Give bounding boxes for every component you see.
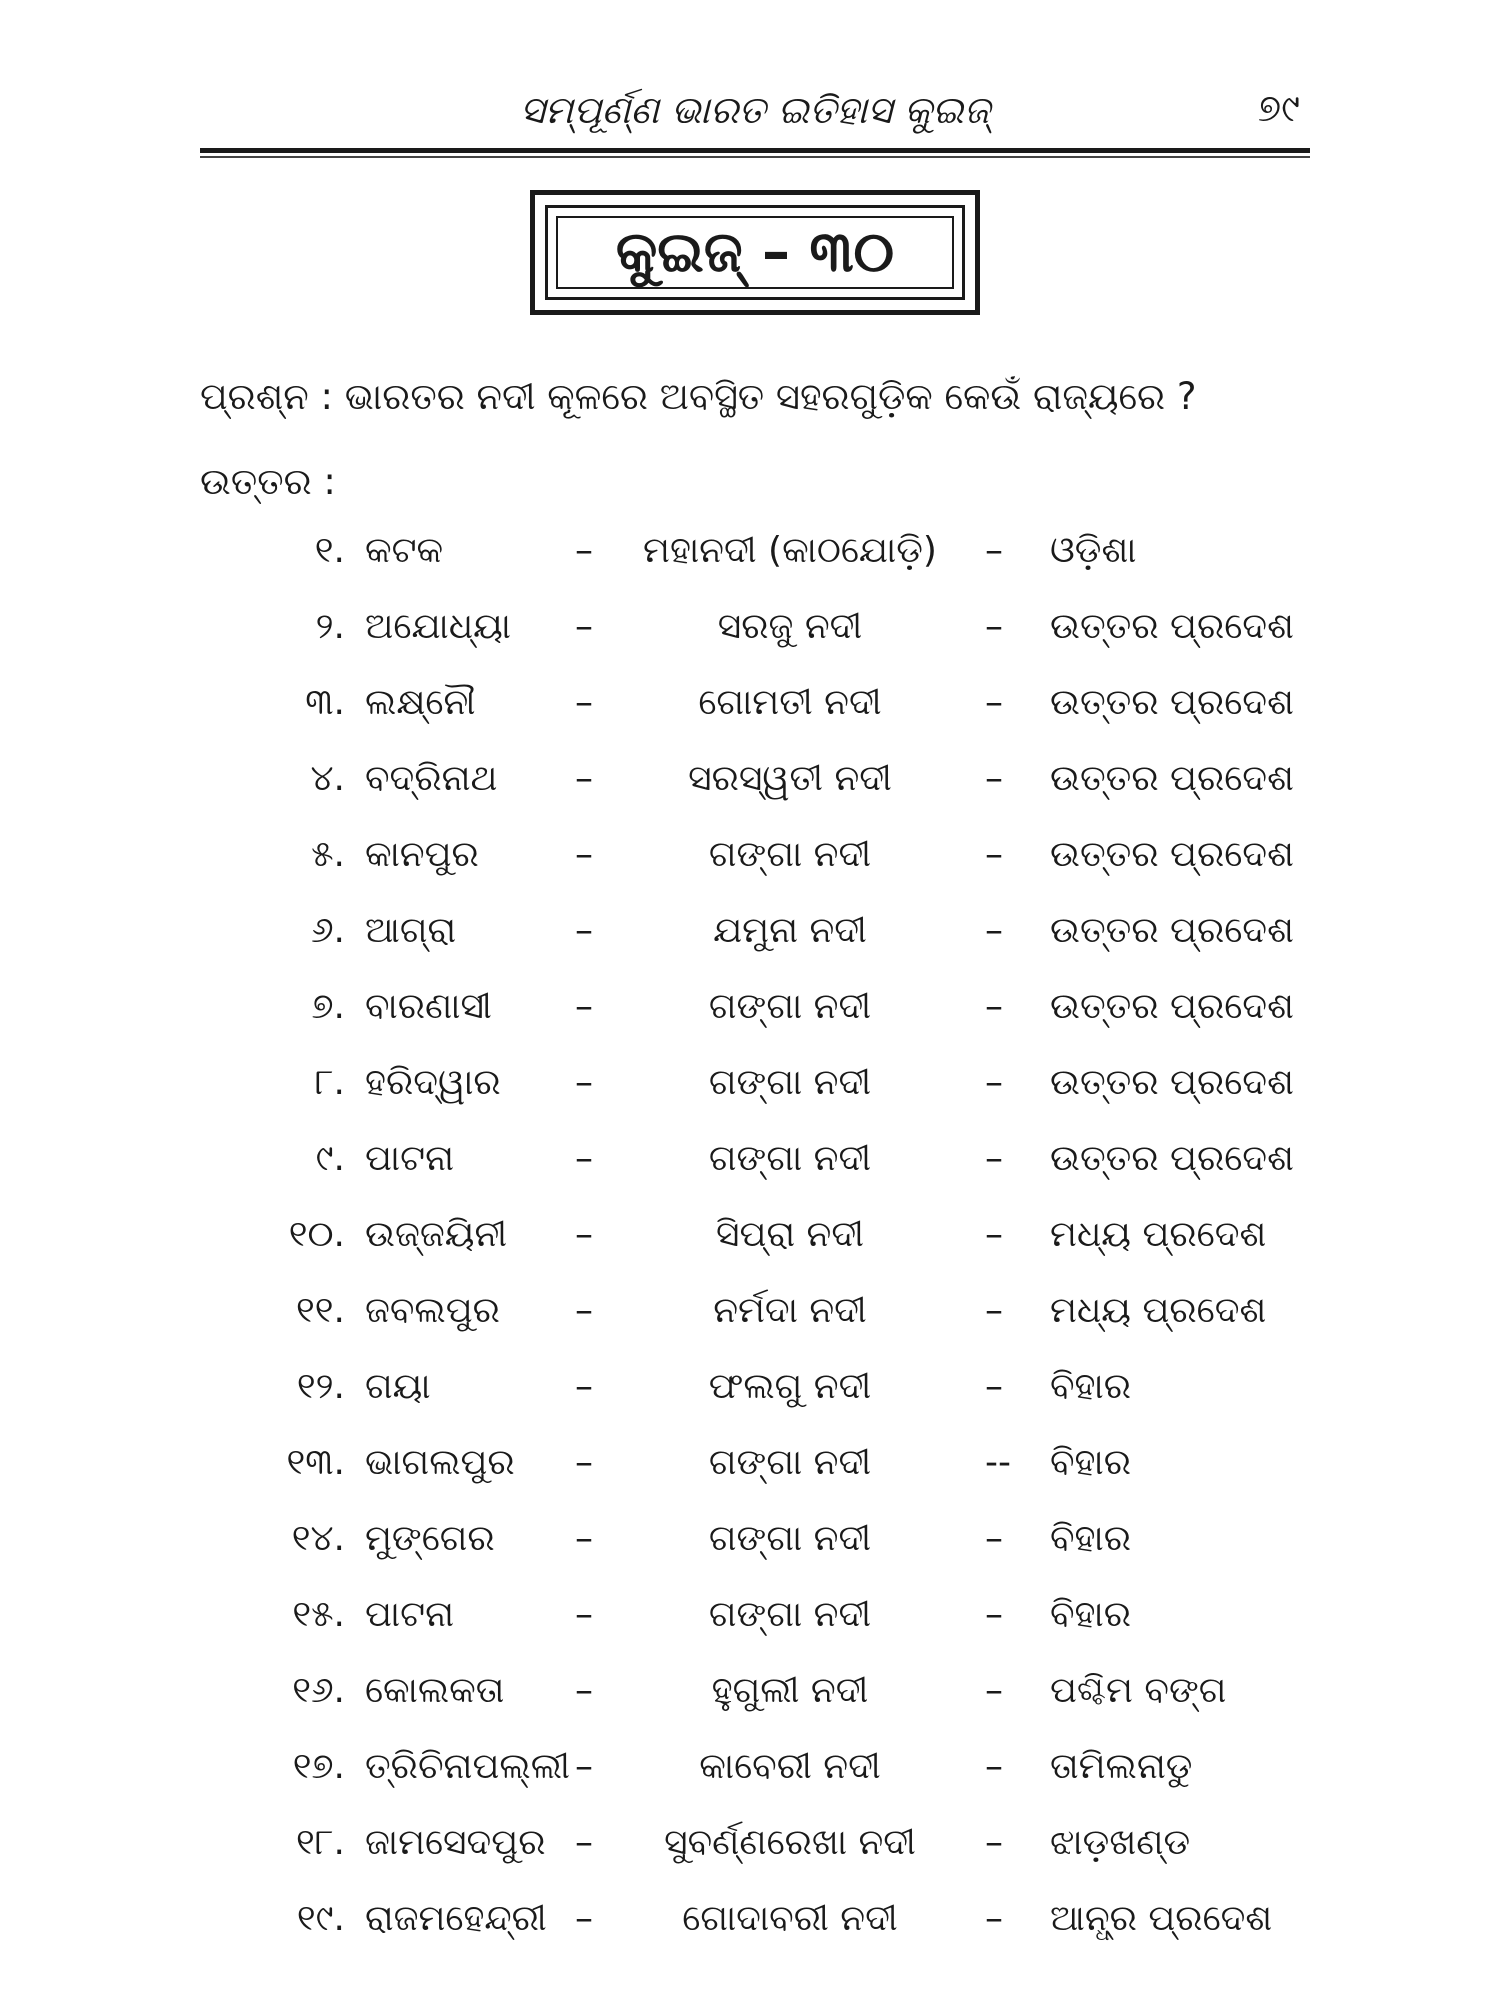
- state-name: ତାମିଲନାଡୁ: [1050, 1746, 1193, 1787]
- answer-number: ୧୦.: [288, 1214, 345, 1255]
- river-name: ଗଙ୍ଗା ନଦୀ: [708, 834, 872, 875]
- answer-row: [0, 1138, 1500, 1198]
- river-name: ଗଙ୍ଗା ନଦୀ: [708, 1518, 872, 1559]
- state-name: ଉତ୍ତର ପ୍ରଦେଶ: [1050, 682, 1294, 723]
- separator-dash: –: [575, 1062, 593, 1103]
- quiz-title-frame: [530, 190, 980, 315]
- answer-number: ୨.: [315, 606, 345, 647]
- separator-dash: –: [575, 1898, 593, 1939]
- separator-dash: –: [985, 1822, 1003, 1863]
- answer-number: ୬.: [310, 910, 345, 951]
- city-name: ବାରଣାସୀ: [365, 986, 492, 1027]
- book-title: ସମ୍ପୂର୍ଣ୍ଣ ଭାରତ ଇତିହାସ କୁଇଜ୍: [519, 88, 991, 132]
- separator-dash: –: [575, 1366, 593, 1407]
- city-name: କାନପୁର: [365, 834, 479, 875]
- river-name: ଗୋଦାବରୀ ନଦୀ: [682, 1898, 898, 1939]
- city-name: ଜାମସେଦପୁର: [365, 1822, 546, 1863]
- state-name: ମଧ୍ୟ ପ୍ରଦେଶ: [1050, 1214, 1267, 1255]
- river-name: ସୁବର୍ଣ୍ଣରେଖା ନଦୀ: [664, 1822, 916, 1863]
- separator-dash: –: [575, 758, 593, 799]
- quiz-title: କୁଇଜ୍ – ୩୦: [556, 216, 954, 289]
- separator-dash: –: [575, 1746, 593, 1787]
- state-name: ଉତ୍ତର ପ୍ରଦେଶ: [1050, 758, 1294, 799]
- river-name: ଗଙ୍ଗା ନଦୀ: [708, 1594, 872, 1635]
- city-name: ଭାଗଲପୁର: [365, 1442, 515, 1483]
- answer-row: [0, 1214, 1500, 1274]
- separator-dash: --: [985, 1442, 1011, 1483]
- separator-dash: –: [575, 1670, 593, 1711]
- answer-row: [0, 1062, 1500, 1122]
- river-name: ଗଙ୍ଗା ନଦୀ: [708, 1442, 872, 1483]
- question-text: ପ୍ରଶ୍ନ : ଭାରତର ନଦୀ କୂଳରେ ଅବସ୍ଥିତ ସହରଗୁଡ଼ିକ କେଉଁ ରାଜ୍ୟରେ ?: [200, 375, 1197, 418]
- city-name: ରାଜମହେନ୍ଦ୍ରୀ: [365, 1898, 547, 1939]
- answer-number: ୧୫.: [292, 1594, 345, 1635]
- city-name: ପାଟନା: [365, 1138, 455, 1179]
- answer-row: [0, 1822, 1500, 1882]
- separator-dash: –: [575, 1518, 593, 1559]
- answer-row: [0, 1366, 1500, 1426]
- answer-row: [0, 1290, 1500, 1350]
- answer-row: [0, 1594, 1500, 1654]
- state-name: ଆନ୍ଧ୍ର ପ୍ରଦେଶ: [1050, 1898, 1273, 1939]
- river-name: କାବେରୀ ନଦୀ: [699, 1746, 881, 1787]
- separator-dash: –: [575, 834, 593, 875]
- answer-row: [0, 910, 1500, 970]
- answer-number: ୧୬.: [292, 1670, 345, 1711]
- separator-dash: –: [575, 1822, 593, 1863]
- state-name: ଉତ୍ତର ପ୍ରଦେଶ: [1050, 834, 1294, 875]
- separator-dash: –: [985, 1898, 1003, 1939]
- state-name: ବିହାର: [1050, 1518, 1132, 1559]
- river-name: ଗଙ୍ଗା ନଦୀ: [708, 1062, 872, 1103]
- header-divider: [200, 148, 1310, 153]
- city-name: ହରିଦ୍ୱାର: [365, 1062, 501, 1103]
- river-name: ସିପ୍ରା ନଦୀ: [716, 1214, 864, 1255]
- state-name: ଓଡ଼ିଶା: [1050, 530, 1137, 571]
- answer-row: [0, 1746, 1500, 1806]
- answer-number: ୧.: [314, 530, 345, 571]
- river-name: ଫଲଗୁ ନଦୀ: [708, 1366, 872, 1407]
- river-name: ନର୍ମଦା ନଦୀ: [713, 1290, 867, 1331]
- city-name: ଗୟା: [365, 1366, 431, 1407]
- river-name: ଯମୁନା ନଦୀ: [713, 910, 867, 951]
- answer-number: ୧୭.: [292, 1746, 345, 1787]
- answer-number: ୧୧.: [296, 1290, 345, 1331]
- header-divider-secondary: [200, 156, 1310, 158]
- separator-dash: –: [985, 834, 1003, 875]
- city-name: ତ୍ରିଚିନାପଲ୍ଲୀ: [365, 1746, 570, 1787]
- separator-dash: –: [575, 606, 593, 647]
- answer-number: ୯.: [315, 1138, 345, 1179]
- answer-number: ୧୮.: [296, 1822, 345, 1863]
- answer-row: [0, 834, 1500, 894]
- separator-dash: –: [985, 606, 1003, 647]
- quiz-title-frame-inner: [545, 205, 965, 300]
- answer-row: [0, 606, 1500, 666]
- separator-dash: –: [985, 986, 1003, 1027]
- answer-number: ୩.: [305, 682, 345, 723]
- state-name: ଉତ୍ତର ପ୍ରଦେଶ: [1050, 1138, 1294, 1179]
- state-name: ଉତ୍ତର ପ୍ରଦେଶ: [1050, 986, 1294, 1027]
- river-name: ଗୋମତୀ ନଦୀ: [698, 682, 882, 723]
- answer-number: ୪.: [310, 758, 345, 799]
- city-name: ଉଜ୍ଜୟିନୀ: [365, 1214, 508, 1255]
- river-name: ମହାନଦୀ (କାଠଯୋଡ଼ି): [643, 530, 937, 571]
- separator-dash: –: [575, 1214, 593, 1255]
- state-name: ଉତ୍ତର ପ୍ରଦେଶ: [1050, 1062, 1294, 1103]
- separator-dash: –: [985, 1214, 1003, 1255]
- separator-dash: –: [575, 1594, 593, 1635]
- separator-dash: –: [985, 1594, 1003, 1635]
- city-name: ଜବଲପୁର: [365, 1290, 500, 1331]
- answer-row: [0, 1442, 1500, 1502]
- river-name: ହୁଗୁଲୀ ନଦୀ: [711, 1670, 869, 1711]
- river-name: ସରସ୍ୱତୀ ନଦୀ: [688, 758, 892, 799]
- city-name: ଆଗ୍ରା: [365, 910, 457, 951]
- separator-dash: –: [575, 682, 593, 723]
- separator-dash: –: [985, 1138, 1003, 1179]
- answer-row: [0, 682, 1500, 742]
- state-name: ଉତ୍ତର ପ୍ରଦେଶ: [1050, 910, 1294, 951]
- separator-dash: –: [985, 758, 1003, 799]
- separator-dash: –: [985, 530, 1003, 571]
- answer-number: ୧୩.: [286, 1442, 345, 1483]
- state-name: ବିହାର: [1050, 1594, 1132, 1635]
- state-name: ଉତ୍ତର ପ୍ରଦେଶ: [1050, 606, 1294, 647]
- separator-dash: –: [575, 910, 593, 951]
- answer-row: [0, 1898, 1500, 1958]
- answer-number: ୫.: [311, 834, 345, 875]
- city-name: କଟକ: [365, 530, 444, 571]
- answer-row: [0, 1518, 1500, 1578]
- river-name: ଗଙ୍ଗା ନଦୀ: [708, 986, 872, 1027]
- separator-dash: –: [575, 1442, 593, 1483]
- answer-number: ୮.: [314, 1062, 345, 1103]
- separator-dash: –: [985, 910, 1003, 951]
- answer-row: [0, 758, 1500, 818]
- page-header: [200, 80, 1310, 155]
- answer-number: ୧୨.: [296, 1366, 345, 1407]
- separator-dash: –: [985, 1062, 1003, 1103]
- separator-dash: –: [985, 1518, 1003, 1559]
- river-name: ସରଜୁ ନଦୀ: [717, 606, 863, 647]
- separator-dash: –: [575, 530, 593, 571]
- separator-dash: –: [985, 1670, 1003, 1711]
- separator-dash: –: [575, 986, 593, 1027]
- page-number: ୭୯: [1257, 86, 1300, 130]
- separator-dash: –: [575, 1290, 593, 1331]
- state-name: ଝାଡ଼ଖଣ୍ଡ: [1050, 1822, 1191, 1863]
- city-name: ବଦ୍ରିନାଥ: [365, 758, 498, 799]
- separator-dash: –: [985, 682, 1003, 723]
- state-name: ବିହାର: [1050, 1366, 1132, 1407]
- state-name: ପଶ୍ଚିମ ବଙ୍ଗ: [1050, 1670, 1227, 1711]
- city-name: ଲକ୍ଷ୍ନୌ: [365, 682, 476, 723]
- separator-dash: –: [985, 1746, 1003, 1787]
- answer-row: [0, 1670, 1500, 1730]
- answer-number: ୧୯.: [296, 1898, 345, 1939]
- city-name: ଅଯୋଧ୍ୟା: [365, 606, 512, 647]
- separator-dash: –: [985, 1290, 1003, 1331]
- city-name: କୋଲକତା: [365, 1670, 505, 1711]
- city-name: ପାଟନା: [365, 1594, 455, 1635]
- state-name: ବିହାର: [1050, 1442, 1132, 1483]
- answer-number: ୧୪.: [291, 1518, 345, 1559]
- answer-number: ୭.: [311, 986, 345, 1027]
- answer-label: ଉତ୍ତର :: [200, 460, 336, 503]
- city-name: ମୁଙ୍ଗେର: [365, 1518, 495, 1559]
- answer-row: [0, 986, 1500, 1046]
- separator-dash: –: [985, 1366, 1003, 1407]
- river-name: ଗଙ୍ଗା ନଦୀ: [708, 1138, 872, 1179]
- answer-row: [0, 530, 1500, 590]
- separator-dash: –: [575, 1138, 593, 1179]
- state-name: ମଧ୍ୟ ପ୍ରଦେଶ: [1050, 1290, 1267, 1331]
